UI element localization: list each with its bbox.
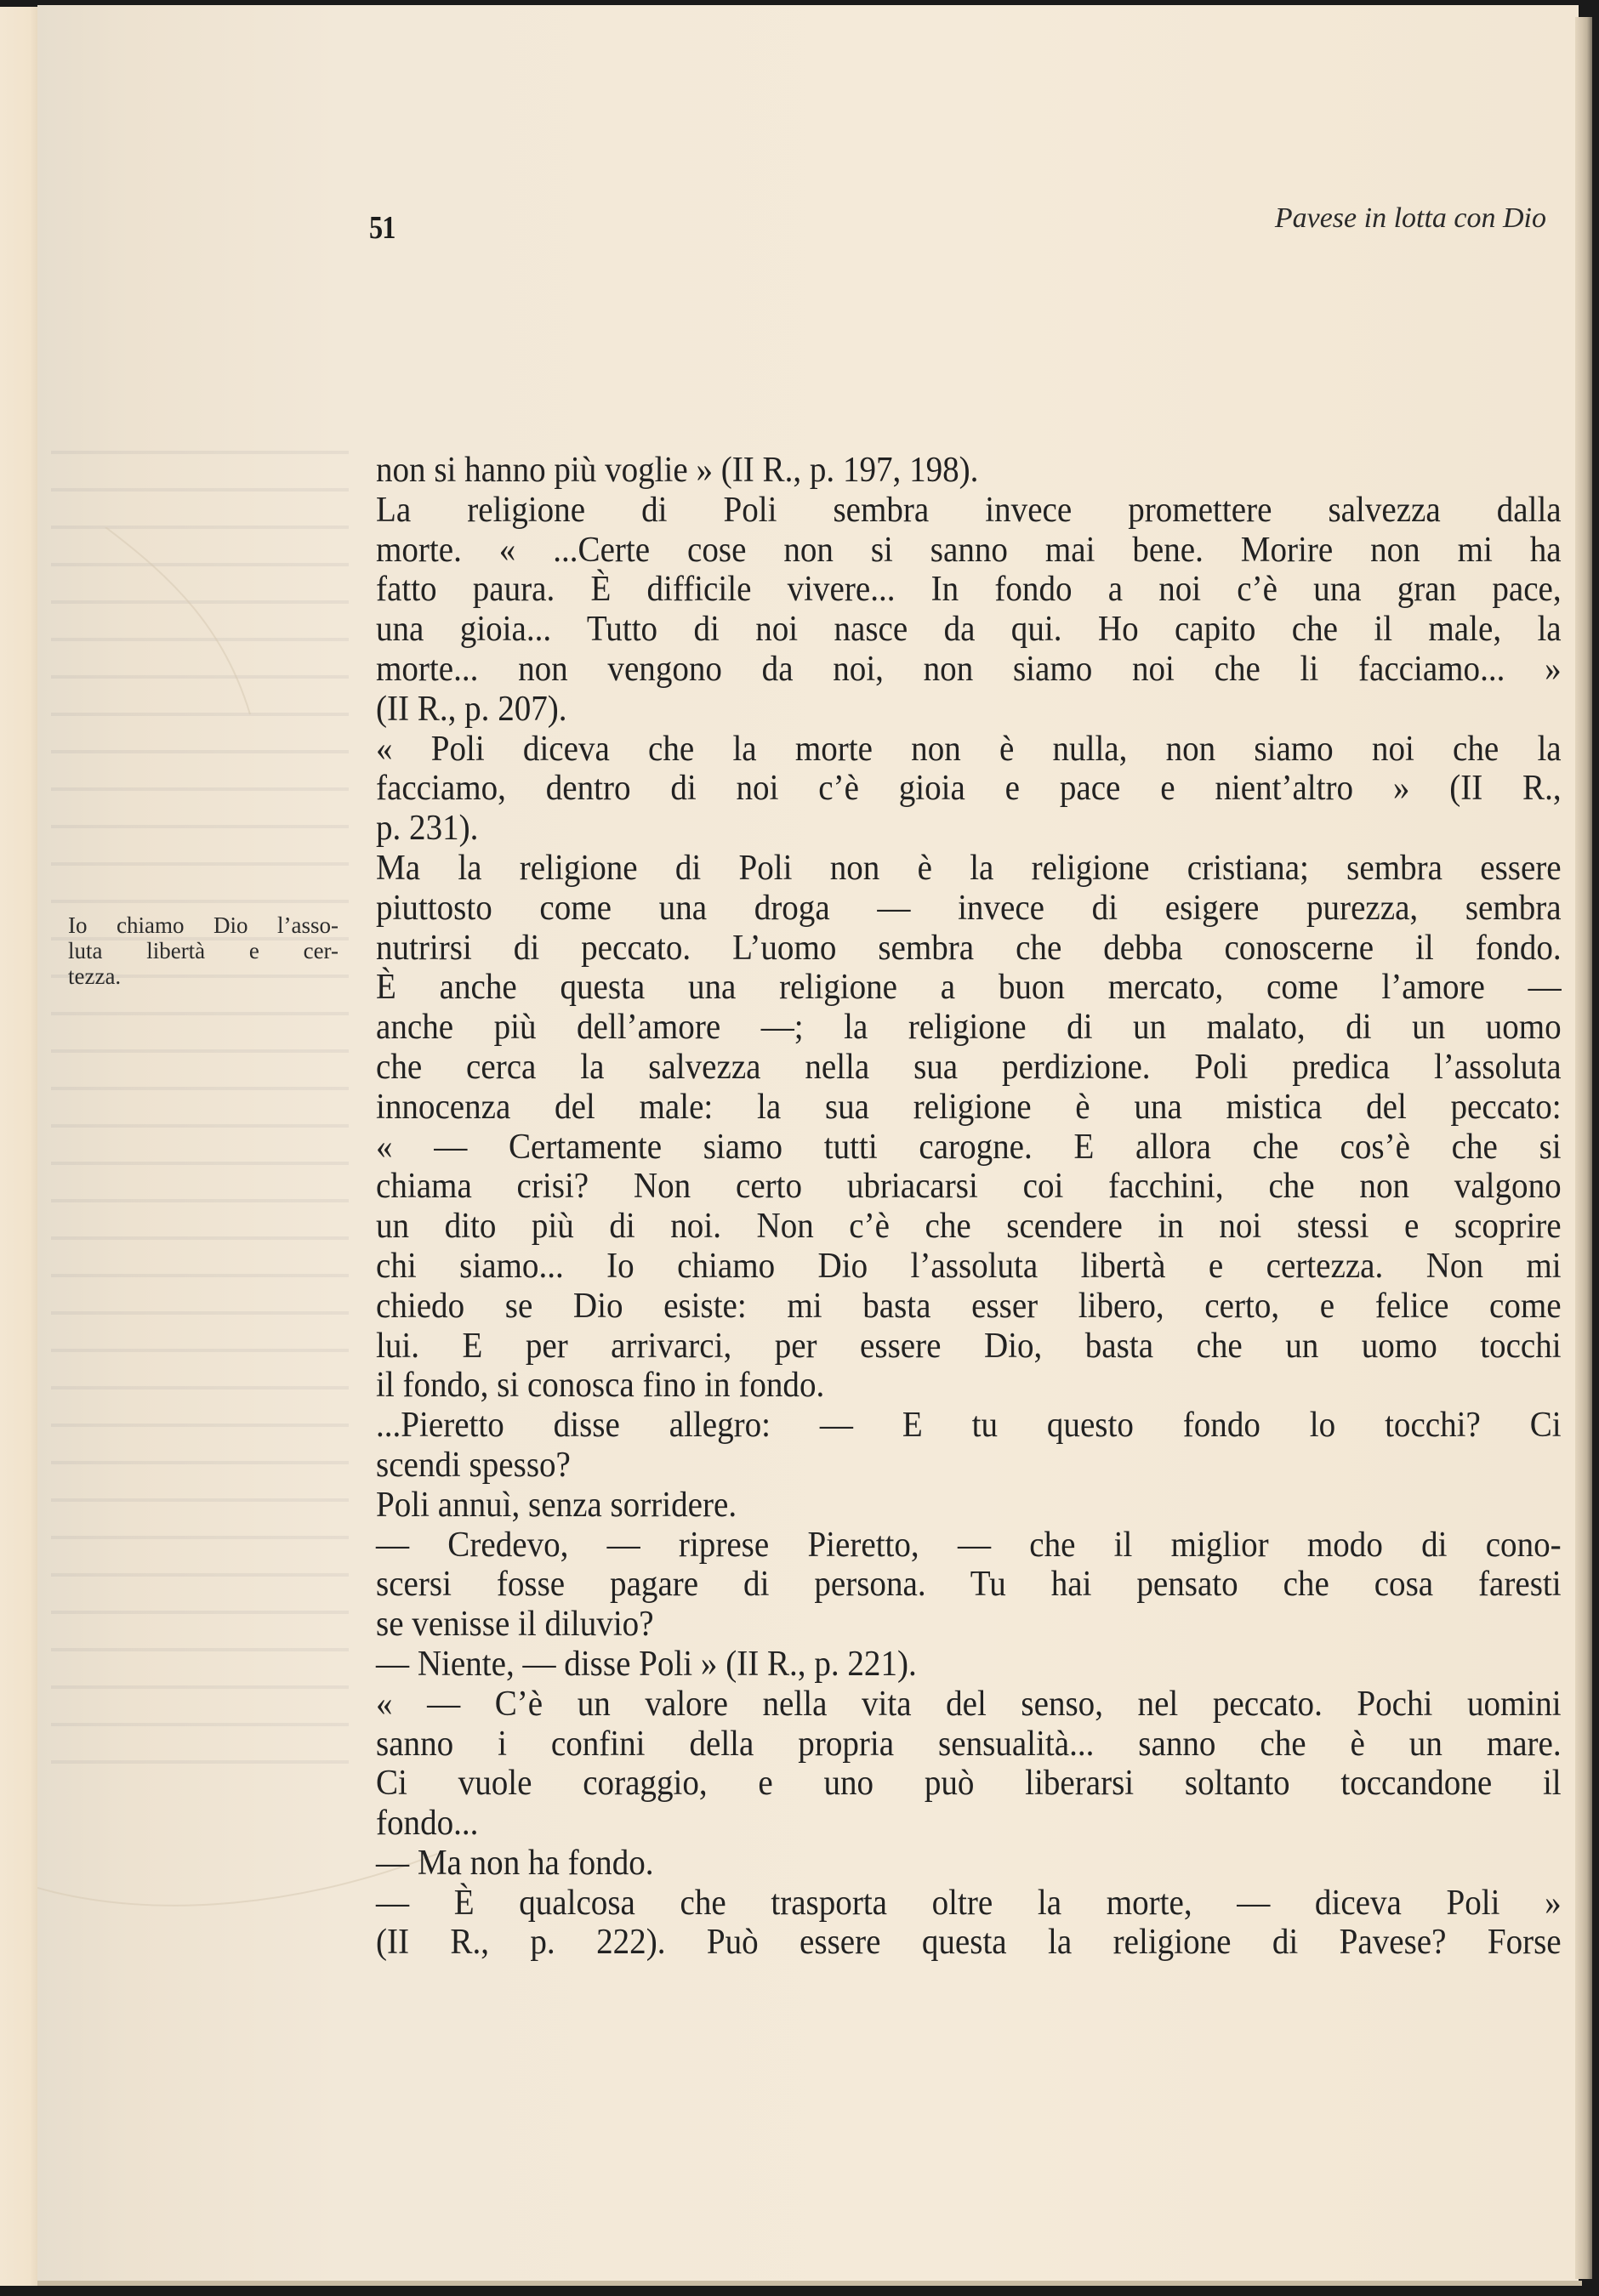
text-line: (II R., p. 207). <box>376 689 567 729</box>
text-line: un dito più di noi. Non c’è che scendere in noi stessi e scoprire <box>376 1207 1562 1247</box>
text-line: ...Pieretto disse allegro: — E tu questo fondo lo tocchi? Ci <box>376 1406 1562 1446</box>
text-line: non si hanno più voglie » (II R., p. 197, 198). <box>376 451 979 490</box>
text-line: chiedo se Dio esiste: mi basta esser libero, certo, e felice come <box>376 1286 1562 1326</box>
text-line: piuttosto come una droga — invece di esigere purezza, sembra <box>376 888 1562 928</box>
text-line: che cerca la salvezza nella sua perdizione. Poli predica l’assoluta <box>376 1047 1562 1087</box>
text-line: scersi fosse pagare di persona. Tu hai pensato che cosa faresti <box>376 1565 1562 1605</box>
text-line: La religione di Poli sembra invece promettere salvezza dalla <box>376 490 1562 530</box>
text-line: Ma la religione di Poli non è la religione cristiana; sembra essere <box>376 848 1562 888</box>
body-text <box>376 451 1562 1963</box>
text-line: sanno i confini della propria sensualità... sanno che è un mare. <box>376 1724 1562 1764</box>
text-line: — Credevo, — riprese Pieretto, — che il miglior modo di cono- <box>376 1525 1562 1565</box>
margin-note-line: Io chiamo Dio l’asso- <box>68 912 339 938</box>
text-line: chi siamo... Io chiamo Dio l’assoluta libertà e certezza. Non mi <box>376 1246 1562 1286</box>
text-line: il fondo, si conosca fino in fondo. <box>376 1366 825 1406</box>
text-line: « Poli diceva che la morte non è nulla, non siamo noi che la <box>376 729 1562 769</box>
text-line: morte... non vengono da noi, non siamo noi che li facciamo... » <box>376 649 1562 689</box>
margin-note-line: tezza. <box>68 963 122 989</box>
text-line: Poli annuì, senza sorridere. <box>376 1485 737 1525</box>
text-line: chiama crisi? Non certo ubriacarsi coi facchini, che non valgono <box>376 1167 1562 1207</box>
previous-page-edge <box>0 7 37 2286</box>
page-stack-edge <box>1575 17 1592 2279</box>
text-line: se venisse il diluvio? <box>376 1605 654 1645</box>
text-line: una gioia... Tutto di noi nasce da qui. Ho capito che il male, la <box>376 610 1562 650</box>
text-line: scendi spesso? <box>376 1445 571 1485</box>
text-line: innocenza del male: la sua religione è una mistica del peccato: <box>376 1087 1562 1127</box>
text-line: — Ma non ha fondo. <box>376 1843 654 1883</box>
text-line: lui. E per arrivarci, per essere Dio, basta che un uomo tocchi <box>376 1326 1562 1366</box>
text-line: facciamo, dentro di noi c’è gioia e pace e nient’altro » (II R., <box>376 769 1562 809</box>
text-line: nutrirsi di peccato. L’uomo sembra che debba conoscerne il fondo. <box>376 928 1562 968</box>
text-line: Ci vuole coraggio, e uno può liberarsi soltanto toccandone il <box>376 1764 1562 1804</box>
page-bottom-edge <box>37 2281 1582 2286</box>
page-number: 51 <box>369 210 395 246</box>
text-line: p. 231). <box>376 809 479 849</box>
running-title: Pavese in lotta con Dio <box>1274 202 1546 234</box>
text-line: « — Certamente siamo tutti carogne. E allora che cos’è che si <box>376 1127 1562 1167</box>
text-line: (II R., p. 222). Può essere questa la religione di Pavese? Forse <box>376 1923 1562 1963</box>
text-line: fatto paura. È difficile vivere... In fondo a noi c’è una gran pace, <box>376 570 1562 610</box>
margin-note-line: luta libertà e cer- <box>68 938 339 963</box>
text-line: anche più dell’amore —; la religione di un malato, di un uomo <box>376 1008 1562 1048</box>
text-line: — È qualcosa che trasporta oltre la morte, — diceva Poli » <box>376 1883 1562 1923</box>
show-through-text <box>51 425 349 1786</box>
text-line: « — C’è un valore nella vita del senso, nel peccato. Pochi uomini <box>376 1684 1562 1724</box>
text-line: fondo... <box>376 1804 479 1844</box>
text-line: morte. « ...Certe cose non si sanno mai bene. Morire non mi ha <box>376 530 1562 570</box>
text-line: È anche questa una religione a buon mercato, come l’amore — <box>376 968 1562 1008</box>
text-line: — Niente, — disse Poli » (II R., p. 221). <box>376 1644 917 1684</box>
margin-note <box>68 912 339 989</box>
